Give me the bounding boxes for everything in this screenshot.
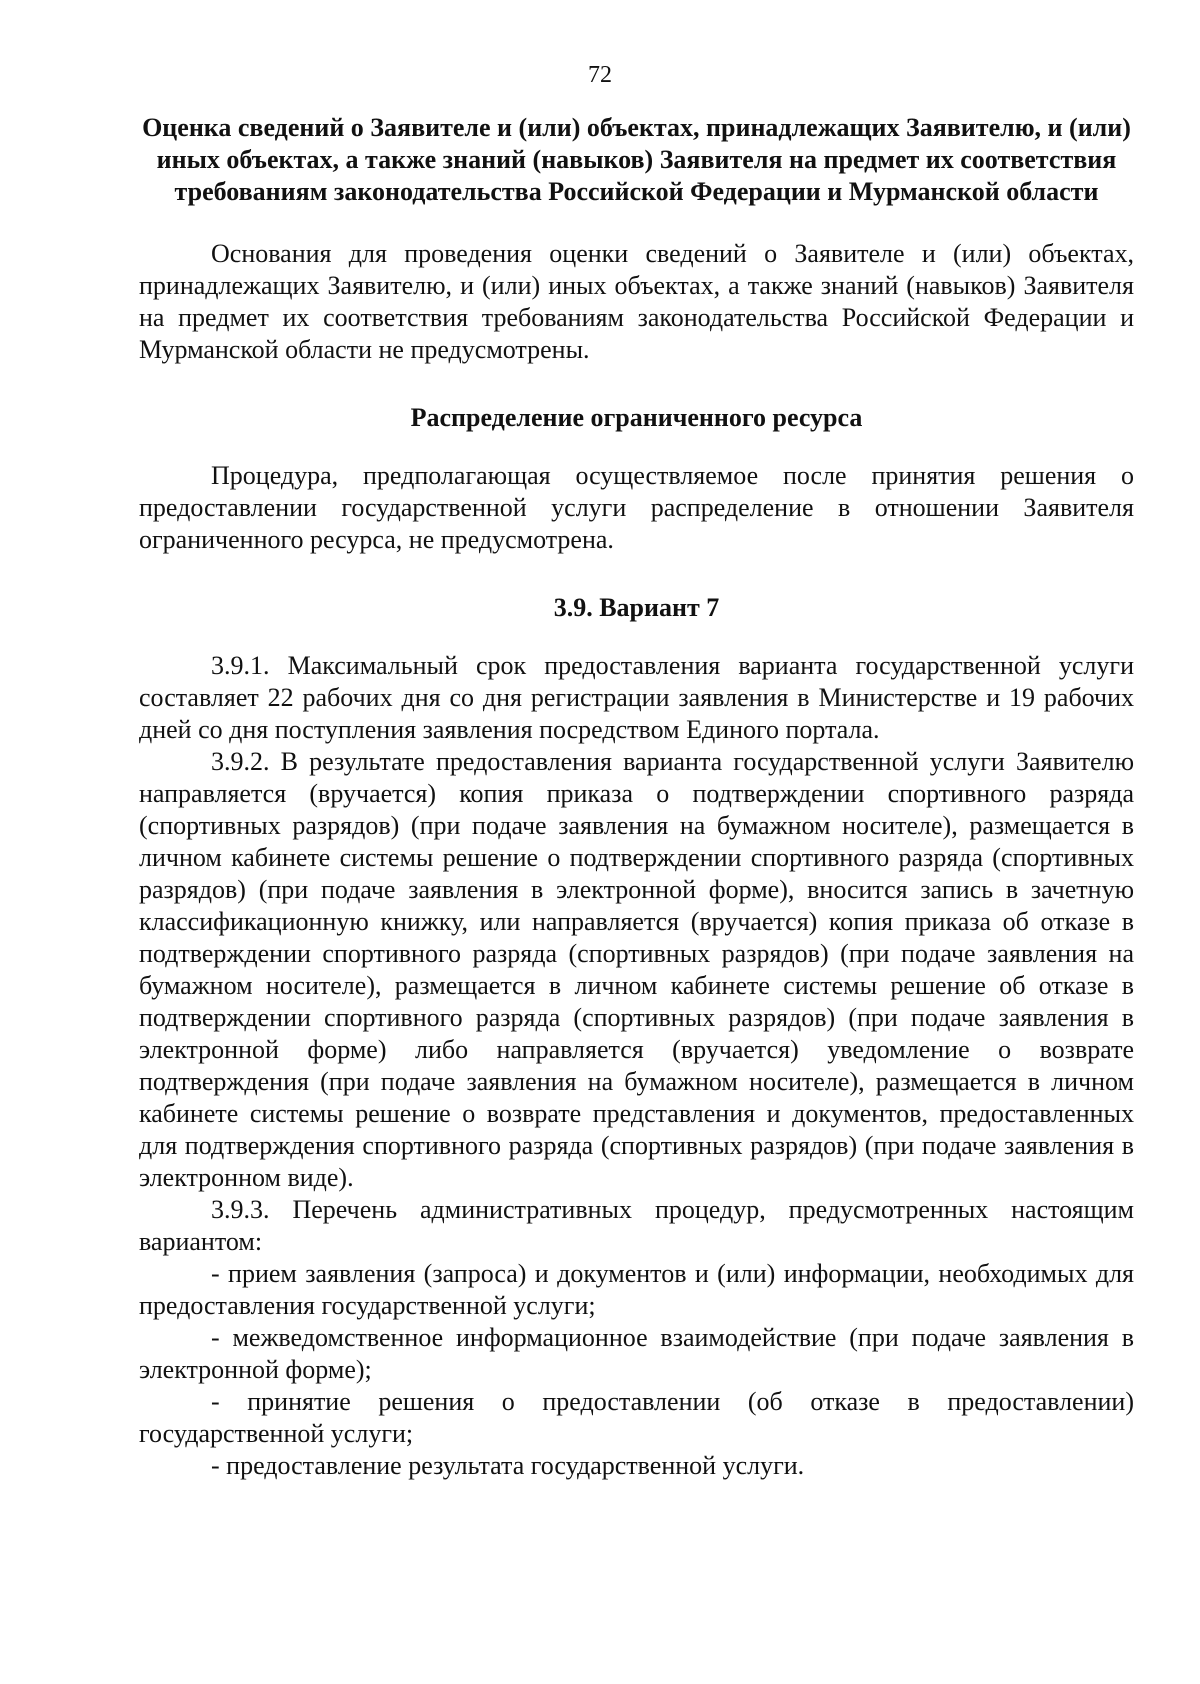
procedure-item: - межведомственное информационное взаимодействие (при подаче заявления в электронной форме); — [139, 1323, 1134, 1384]
variant-heading: 3.9. Вариант 7 — [553, 593, 720, 622]
procedure-item: - предоставление результата государственной услуги. — [211, 1451, 805, 1480]
assessment-heading: Оценка сведений о Заявителе и (или) объектах, принадлежащих Заявителю, и (или) иных объектах, а также знаний (навыков) Заявителя на предмет их соответствия требованиям законодательства Российской Федерации и Мурманской области — [142, 113, 1131, 206]
procedure-item: - принятие решения о предоставлении (об отказе в предоставлении) государственной услуги; — [139, 1387, 1134, 1448]
clause-3-9-3: 3.9.3. Перечень административных процедур, предусмотренных настоящим вариантом: — [139, 1195, 1134, 1256]
assessment-paragraph: Основания для проведения оценки сведений о Заявителе и (или) объектах, принадлежащих Заявителю, и (или) иных объектах, а также знаний (навыков) Заявителя на предмет их соответствия требованиям законодательства Российской Федерации и Мурманской области не предусмотрены. — [139, 239, 1134, 364]
clause-3-9-1: 3.9.1. Максимальный срок предоставления варианта государственной услуги составляет 22 рабочих дня со дня регистрации заявления в Министерстве и 19 рабочих дней со дня поступления заявления посредством Единого портала. — [139, 651, 1134, 744]
resource-heading: Распределение ограниченного ресурса — [410, 403, 863, 432]
clause-3-9-2: 3.9.2. В результате предоставления варианта государственной услуги Заявителю направляется (вручается) копия приказа о подтверждении спортивного разряда (спортивных разрядов) (при подаче заявления на бумажном носителе), размещается в личном кабинете системы решение о подтверждении спортивного разряда (спортивных разрядов) (при подаче заявления в электронной форме), вносится запись в зачетную классификационную книжку, или направляется (вручается) копия приказа об отказе в подтверждении спортивного разряда (спортивных разрядов) (при подаче заявления на бумажном носителе), размещается в личном кабинете системы решение об отказе в подтверждении спортивного разряда (спортивных разрядов) (при подаче заявления в электронной форме) либо направляется (вручается) уведомление о возврате подтверждения (при подаче заявления на бумажном носителе), размещается в личном кабинете системы решение о возврате представления и документов, предоставленных для подтверждения спортивного разряда (спортивных разрядов) (при подаче заявления в электронном виде). — [139, 747, 1134, 1192]
procedure-item: - прием заявления (запроса) и документов и (или) информации, необходимых для предоставления государственной услуги; — [139, 1259, 1134, 1320]
page-number: 72 — [588, 62, 612, 88]
document-body — [139, 112, 1134, 1482]
resource-paragraph: Процедура, предполагающая осуществляемое после принятия решения о предоставлении государственной услуги распределение в отношении Заявителя ограниченного ресурса, не предусмотрена. — [139, 461, 1134, 554]
